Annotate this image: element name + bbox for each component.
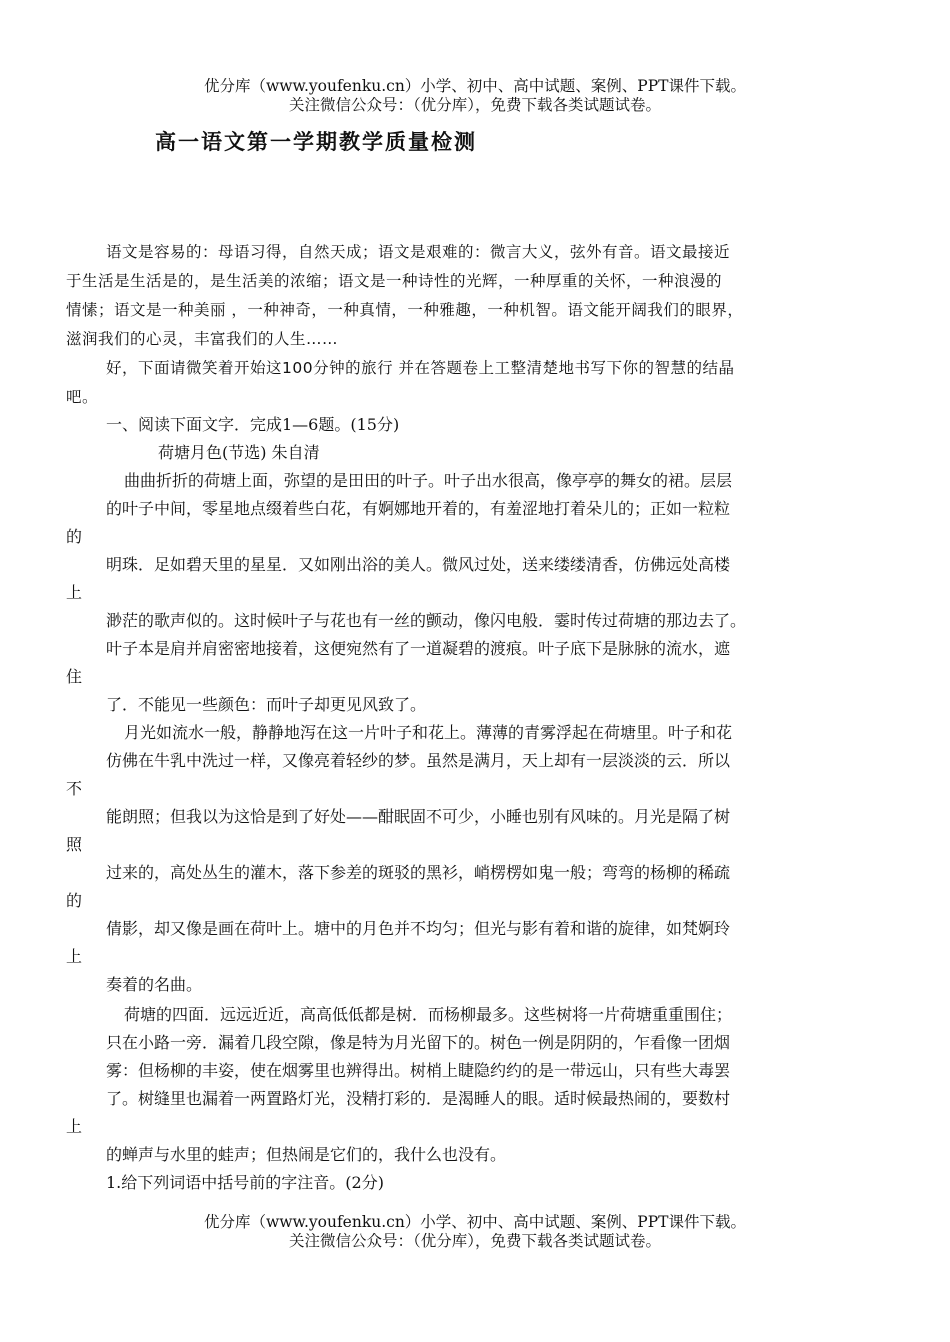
passage-line: 的蝉声与水里的蛙声；但热闹是它们的，我什么也没有。: [106, 1145, 507, 1164]
section-heading: 一、阅读下面文字．完成1—6题。(15分): [106, 415, 400, 434]
passage-line: 的: [66, 527, 83, 546]
passage-line: 曲曲折折的荷塘上面，弥望的是田田的叶子。叶子出水很高，像亭亭的舞女的裙。层层: [124, 471, 733, 490]
passage-line: 仿佛在牛乳中洗过一样，又像亮着轻纱的梦。虽然是满月，天上却有一层淡淡的云．所以: [106, 751, 731, 770]
passage-line: 了。树缝里也漏着一两置路灯光，没精打彩的．是渴睡人的眼。适时候最热闹的，要数村: [106, 1089, 731, 1108]
intro-line: 好，下面请微笑着开始这100分钟的旅行 并在答题卷上工整清楚地书写下你的智慧的结晶: [106, 359, 735, 377]
passage-line: 上: [66, 583, 83, 602]
intro-line: 滋润我们的心灵，丰富我们的人生……: [66, 330, 339, 348]
passage-line: 的叶子中间，零星地点缀着些白花，有婀娜地开着的，有羞涩地打着朵儿的；正如一粒粒: [106, 499, 731, 518]
passage-line: 荷塘的四面．远远近近，高高低低都是树．而杨柳最多。这些树将一片荷塘重重围住；: [124, 1005, 733, 1024]
page-header-line-2: 关注微信公众号：（优分库），免费下载各类试题试卷。: [288, 96, 661, 114]
passage-line: 渺茫的歌声似的。这时候叶子与花也有一丝的颤动，像闪电般．霎时传过荷塘的那边去了。: [106, 611, 747, 630]
passage-line: 倩影，却又像是画在荷叶上。塘中的月色并不均匀；但光与影有着和谐的旋律，如梵婀玲: [106, 919, 731, 938]
passage-line: 明珠．足如碧天里的星星．又如刚出浴的美人。微风过处，送来缕缕清香，仿佛远处高楼: [106, 555, 731, 574]
passage-line: 的: [66, 891, 83, 910]
passage-line: 奏着的名曲。: [106, 975, 203, 994]
passage-line: 能朗照；但我以为这恰是到了好处——酣眠固不可少，小睡也别有风味的。月光是隔了树: [106, 807, 731, 826]
passage-line: 照: [66, 835, 83, 854]
question-1: 1.给下列词语中括号前的字注音。(2分): [106, 1173, 384, 1192]
passage-line: 过来的，高处丛生的灌木，落下参差的斑驳的黑衫，峭楞楞如鬼一般；弯弯的杨柳的稀疏: [106, 863, 731, 882]
passage-line: 上: [66, 947, 83, 966]
page-title: 高一语文第一学期教学质量检测: [155, 130, 477, 154]
passage-line: 月光如流水一般，静静地泻在这一片叶子和花上。薄薄的青雾浮起在荷塘里。叶子和花: [124, 723, 733, 742]
passage-title: 荷塘月色(节选) 朱自清: [158, 443, 320, 462]
passage-line: 雾：但杨柳的丰姿，使在烟雾里也辨得出。树梢上睫隐约约的是一带远山，只有些大毒罢: [106, 1061, 731, 1080]
page-header-line-1: 优分库（www.youfenku.cn）小学、初中、高中试题、案例、PPT课件下载。: [203, 77, 747, 95]
passage-line: 了．不能见一些颜色：而叶子却更见风致了。: [106, 695, 427, 714]
intro-line: 情愫；语文是一种美丽 ，一种神奇，一种真情，一种雅趣，一种机智。语文能开阔我们的眼界，: [66, 301, 744, 319]
page-footer-line-2: 关注微信公众号：（优分库），免费下载各类试题试卷。: [288, 1232, 661, 1250]
passage-line: 叶子本是肩并肩密密地接着，这便宛然有了一道凝碧的渡痕。叶子底下是脉脉的流水，遮: [106, 639, 731, 658]
passage-line: 不: [66, 779, 83, 798]
intro-line: 语文是容易的：母语习得，自然天成；语文是艰难的：微言大义，弦外有音。语文最接近: [106, 243, 731, 261]
passage-line: 上: [66, 1117, 83, 1136]
passage-line: 住: [66, 667, 83, 686]
passage-line: 只在小路一旁．漏着几段空隙，像是特为月光留下的。树色一例是阴阴的，乍看像一团烟: [106, 1033, 731, 1052]
intro-line: 吧。: [66, 388, 99, 406]
page-footer-line-1: 优分库（www.youfenku.cn）小学、初中、高中试题、案例、PPT课件下载。: [203, 1213, 747, 1231]
intro-line: 于生活是生活是的，是生活美的浓缩；语文是一种诗性的光辉，一种厚重的关怀，一种浪漫的: [66, 272, 723, 290]
